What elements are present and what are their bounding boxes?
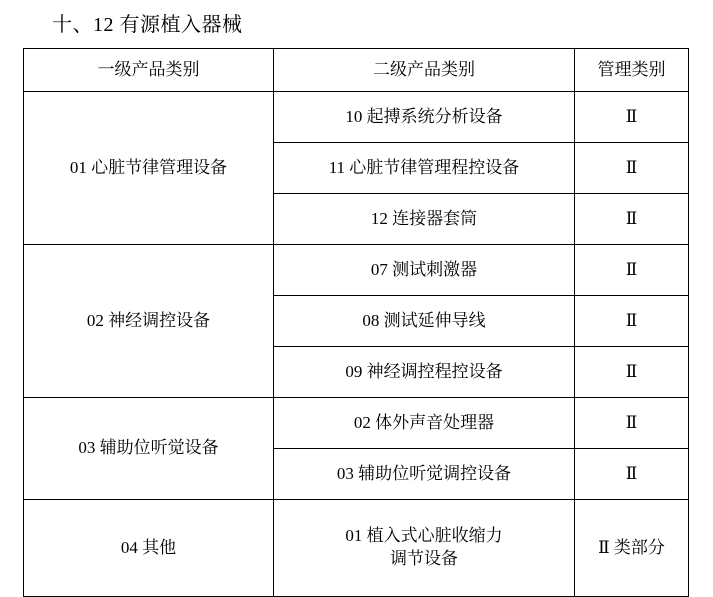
page-title: 十、12 有源植入器械 [52,14,243,36]
column-header-category1: 一级产品类别 [24,49,274,92]
class-cell: Ⅱ 类部分 [575,500,689,597]
table-row [24,398,689,449]
category2-cell: 09 神经调控程控设备 [274,347,575,398]
class-cell: Ⅱ [575,92,689,143]
class-cell: Ⅱ [575,347,689,398]
table-row [24,92,689,143]
category2-cell: 11 心脏节律管理程控设备 [274,143,575,194]
product-catalog-table [23,48,689,597]
table-header-row [24,49,689,92]
table-row [24,245,689,296]
category1-cell: 01 心脏节律管理设备 [24,92,274,245]
category1-cell: 02 神经调控设备 [24,245,274,398]
category2-cell: 03 辅助位听觉调控设备 [274,449,575,500]
class-cell: Ⅱ [575,245,689,296]
class-cell: Ⅱ [575,449,689,500]
class-cell: Ⅱ [575,398,689,449]
category2-cell: 07 测试刺激器 [274,245,575,296]
class-cell: Ⅱ [575,296,689,347]
table-row [24,500,689,597]
column-header-category2: 二级产品类别 [274,49,575,92]
category2-cell: 02 体外声音处理器 [274,398,575,449]
catalog-table-container [23,48,688,597]
category2-cell: 08 测试延伸导线 [274,296,575,347]
column-header-class: 管理类别 [575,49,689,92]
category2-line-2: 调节设备 [390,549,458,568]
category1-cell: 04 其他 [24,500,274,597]
category1-cell: 03 辅助位听觉设备 [24,398,274,500]
category2-cell: 12 连接器套筒 [274,194,575,245]
category2-cell: 10 起搏系统分析设备 [274,92,575,143]
category2-line-1: 01 植入式心脏收缩力 [345,526,503,546]
class-cell: Ⅱ [575,143,689,194]
class-cell: Ⅱ [575,194,689,245]
category2-cell [274,500,575,597]
